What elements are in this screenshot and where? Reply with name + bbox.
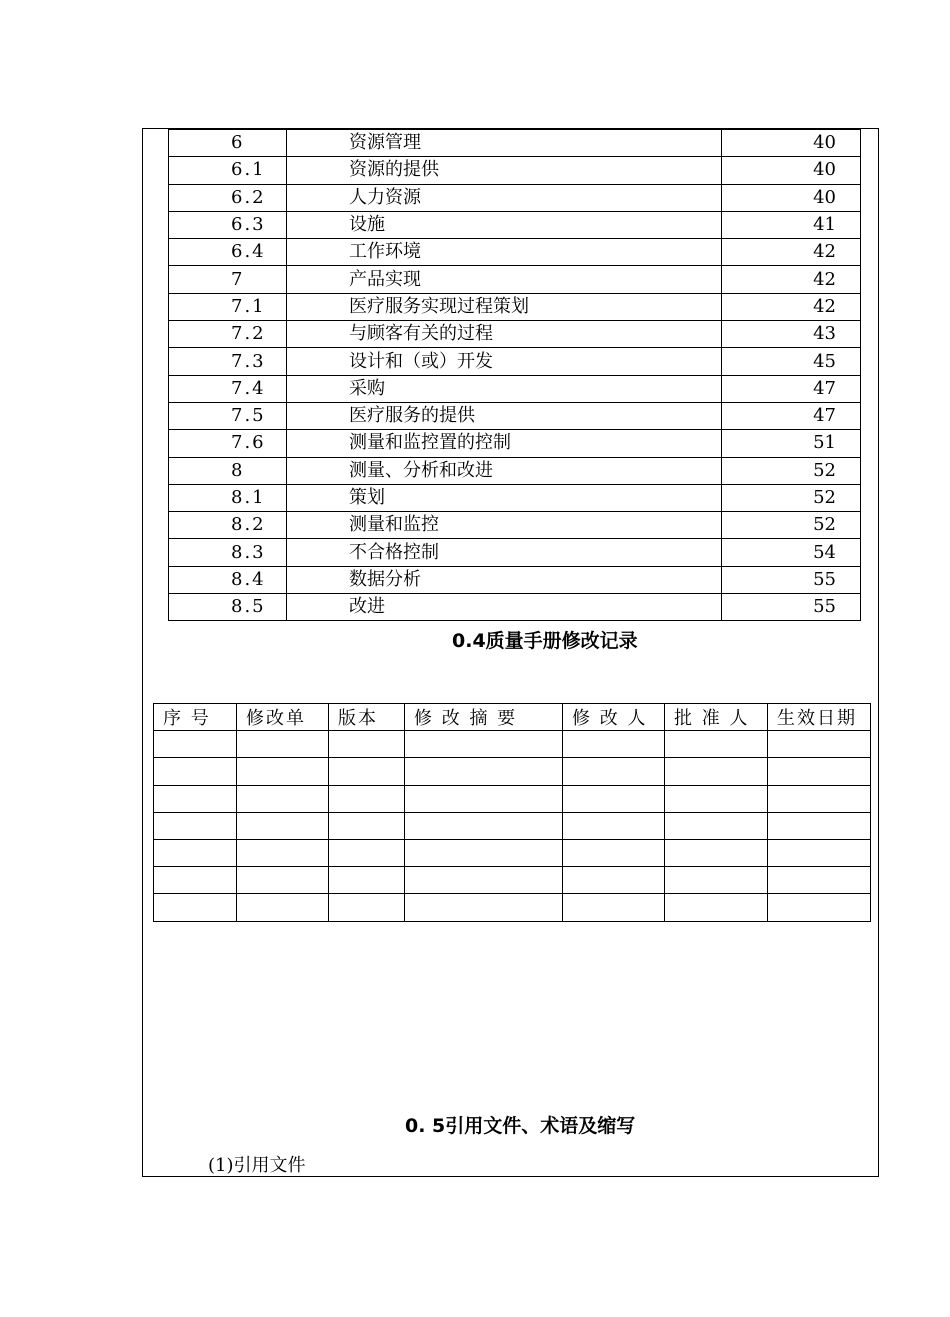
toc-section-number: 8.2 [169,512,287,539]
revision-table [153,703,871,922]
toc-row [169,157,861,184]
toc-page-number: 47 [722,402,861,429]
toc-section-title: 测量和监控 [287,512,722,539]
reference-heading: 0. 5引用文件、术语及缩写 [405,1115,636,1137]
toc-page-number: 45 [722,348,861,375]
revision-cell [154,812,237,839]
toc-section-title: 策划 [287,484,722,511]
toc-section-number: 7.2 [169,321,287,348]
revision-cell [563,894,665,921]
toc-page-number: 42 [722,293,861,320]
toc-section-title: 人力资源 [287,184,722,211]
toc-row [169,239,861,266]
revision-cell [237,758,329,785]
toc-page-number: 41 [722,211,861,238]
reference-item: (1)引用文件 [208,1155,306,1176]
revision-cell [405,867,563,894]
revision-cell [768,894,871,921]
toc-row [169,375,861,402]
revision-cell [329,758,405,785]
revision-record-heading: 0.4质量手册修改记录 [452,630,638,652]
toc-section-title: 测量、分析和改进 [287,457,722,484]
toc-section-number: 8.4 [169,566,287,593]
revision-cell [405,758,563,785]
toc-page-number: 54 [722,539,861,566]
revision-cell [563,785,665,812]
revision-header-row [154,704,871,731]
toc-section-title: 不合格控制 [287,539,722,566]
toc-section-title: 资源管理 [287,130,722,157]
toc-page-number: 42 [722,239,861,266]
revision-cell [563,758,665,785]
revision-cell [665,785,768,812]
toc-section-title: 医疗服务的提供 [287,402,722,429]
revision-cell [563,731,665,758]
revision-row [154,894,871,921]
col-header-summary: 修 改 摘 要 [405,704,563,731]
revision-cell [768,812,871,839]
revision-cell [154,785,237,812]
toc-section-number: 7.5 [169,402,287,429]
toc-section-title: 设施 [287,211,722,238]
toc-section-number: 7.3 [169,348,287,375]
toc-page-number: 51 [722,430,861,457]
toc-row [169,594,861,621]
revision-cell [563,812,665,839]
toc-page-number: 42 [722,266,861,293]
revision-cell [665,894,768,921]
col-header-modifier: 修 改 人 [563,704,665,731]
toc-page-number: 52 [722,512,861,539]
revision-cell [154,731,237,758]
revision-row [154,785,871,812]
revision-row [154,758,871,785]
revision-cell [563,839,665,866]
revision-row [154,867,871,894]
toc-section-number: 7 [169,266,287,293]
col-header-approver: 批 准 人 [665,704,768,731]
revision-cell [154,867,237,894]
revision-cell [237,867,329,894]
toc-page-number: 43 [722,321,861,348]
revision-row [154,812,871,839]
col-header-change-form: 修改单 [237,704,329,731]
revision-cell [768,785,871,812]
revision-cell [405,812,563,839]
revision-cell [768,731,871,758]
revision-cell [329,812,405,839]
toc-row [169,484,861,511]
toc-row [169,457,861,484]
toc-section-number: 6.1 [169,157,287,184]
toc-section-number: 7.4 [169,375,287,402]
toc-section-title: 医疗服务实现过程策划 [287,293,722,320]
toc-section-number: 7.1 [169,293,287,320]
toc-row [169,211,861,238]
revision-cell [154,839,237,866]
toc-section-title: 采购 [287,375,722,402]
toc-section-title: 数据分析 [287,566,722,593]
toc-page-number: 40 [722,157,861,184]
toc-table [168,129,861,621]
revision-cell [405,839,563,866]
revision-cell [768,839,871,866]
toc-row [169,430,861,457]
toc-page-number: 52 [722,457,861,484]
toc-section-title: 工作环境 [287,239,722,266]
toc-section-number: 6.4 [169,239,287,266]
toc-row [169,184,861,211]
toc-section-number: 8.3 [169,539,287,566]
revision-cell [405,731,563,758]
toc-row [169,266,861,293]
toc-row [169,130,861,157]
revision-cell [237,812,329,839]
revision-cell [329,731,405,758]
revision-cell [237,731,329,758]
toc-section-title: 产品实现 [287,266,722,293]
toc-row [169,539,861,566]
revision-cell [154,894,237,921]
revision-row [154,731,871,758]
revision-row [154,839,871,866]
revision-cell [329,839,405,866]
toc-row [169,348,861,375]
toc-section-title: 资源的提供 [287,157,722,184]
toc-row [169,512,861,539]
revision-cell [665,867,768,894]
revision-cell [154,758,237,785]
toc-page-number: 40 [722,184,861,211]
revision-cell [237,839,329,866]
toc-row [169,566,861,593]
revision-cell [405,894,563,921]
toc-page-number: 47 [722,375,861,402]
toc-page-number: 55 [722,566,861,593]
revision-cell [563,867,665,894]
revision-cell [405,785,563,812]
revision-cell [329,785,405,812]
toc-row [169,402,861,429]
revision-cell [237,785,329,812]
revision-cell [237,894,329,921]
toc-section-number: 6.3 [169,211,287,238]
toc-row [169,293,861,320]
toc-page-number: 55 [722,594,861,621]
col-header-version: 版本 [329,704,405,731]
toc-row [169,321,861,348]
revision-cell [329,867,405,894]
revision-cell [768,867,871,894]
revision-cell [665,839,768,866]
toc-section-title: 与顾客有关的过程 [287,321,722,348]
toc-section-number: 7.6 [169,430,287,457]
toc-section-number: 8.5 [169,594,287,621]
toc-section-number: 6.2 [169,184,287,211]
revision-cell [665,758,768,785]
toc-page-number: 40 [722,130,861,157]
revision-cell [329,894,405,921]
revision-cell [768,758,871,785]
revision-cell [665,812,768,839]
toc-page-number: 52 [722,484,861,511]
col-header-effective-date: 生效日期 [768,704,871,731]
col-header-seq: 序 号 [154,704,237,731]
toc-section-title: 改进 [287,594,722,621]
toc-section-number: 6 [169,130,287,157]
toc-section-number: 8.1 [169,484,287,511]
toc-section-title: 设计和（或）开发 [287,348,722,375]
revision-cell [665,731,768,758]
toc-section-title: 测量和监控置的控制 [287,430,722,457]
toc-section-number: 8 [169,457,287,484]
